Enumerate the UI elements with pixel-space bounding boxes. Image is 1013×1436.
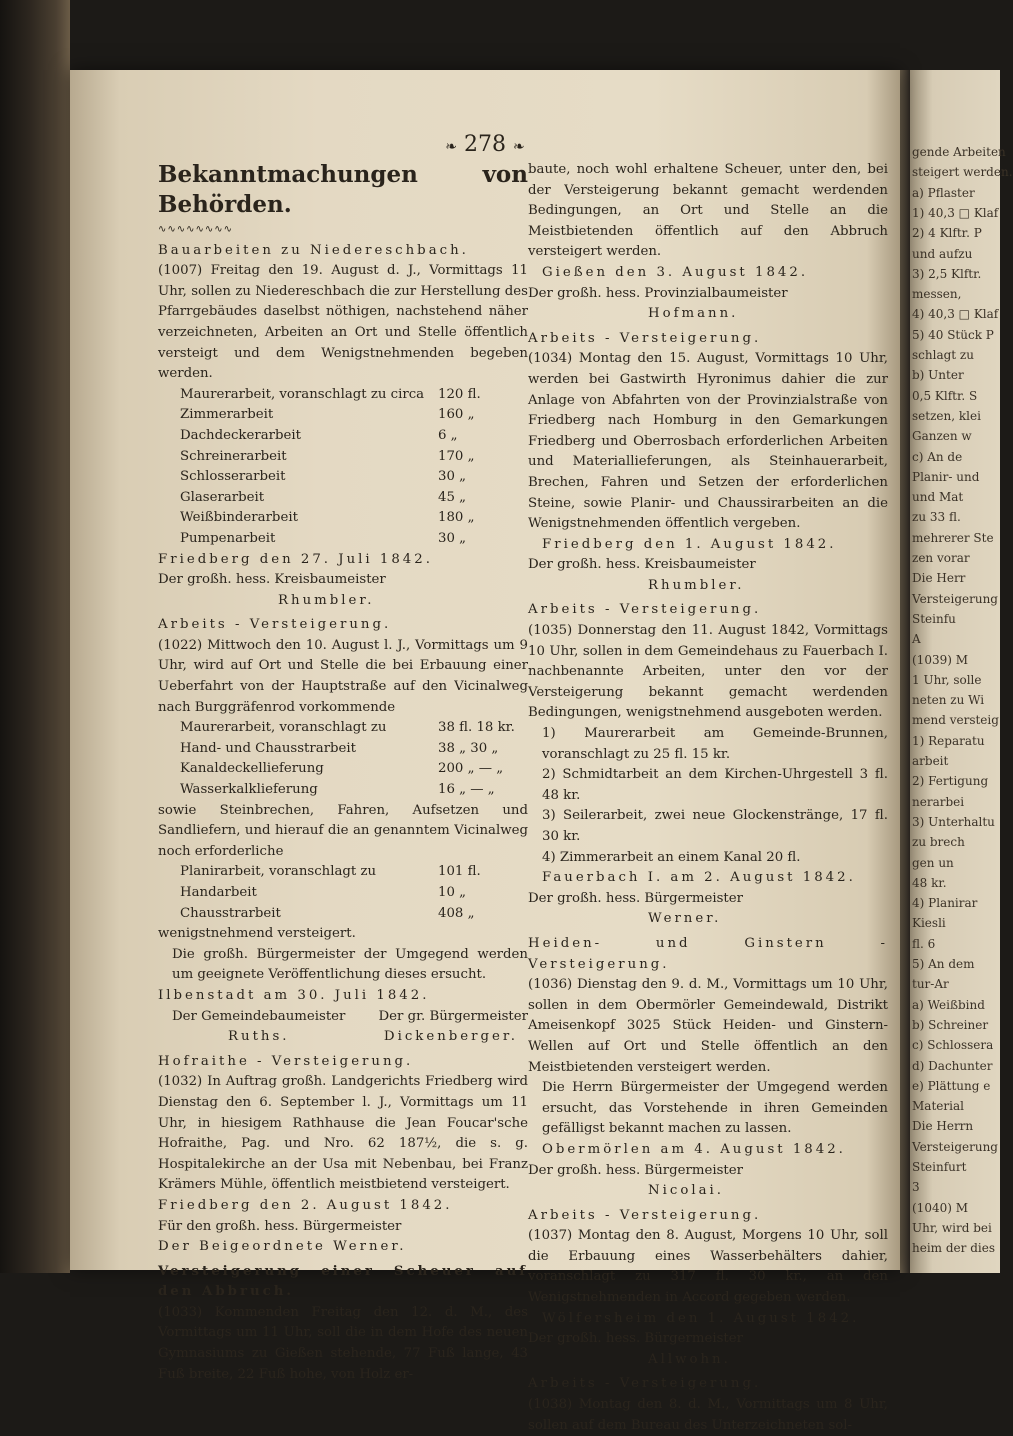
ornament-left-icon: ❧: [445, 139, 457, 155]
cost-item-amount: 160 „: [438, 407, 475, 423]
page-number-text: 278: [464, 132, 506, 157]
notice-1036-title: Heiden- und Ginstern - Versteigerung.: [528, 935, 888, 972]
next-page-fragment: Die Herr: [912, 571, 966, 586]
notice-1034-place: Friedberg den 1. August 1842.: [542, 536, 837, 552]
cost-item-label: Glaserarbeit: [180, 489, 265, 505]
cost-item-row: [158, 467, 528, 488]
next-page-fragment: Ganzen w: [912, 429, 972, 444]
notice-1036-signature: Nicolai.: [648, 1183, 724, 1199]
next-page-fragment: Steinfurt: [912, 1160, 967, 1174]
notice-1007-place: Friedberg den 27. Juli 1842.: [158, 551, 433, 567]
notice-1034-signature: Rhumbler.: [648, 577, 745, 593]
heading-ornament-icon: ∿∿∿∿∿∿∿∿: [158, 224, 234, 235]
notice-1036-authority: Der großh. hess. Bürgermeister: [528, 1162, 743, 1178]
notice-1034-title: Arbeits - Versteigerung.: [528, 330, 762, 346]
notice-1007-title: Bauarbeiten zu Niedereschbach.: [158, 242, 469, 258]
next-page-edge: [910, 70, 1013, 1273]
left-column: [158, 160, 528, 1385]
next-page-fragment: 48 kr.: [912, 875, 947, 890]
notice-1007-text: (1007) Freitag den 19. August d. J., Vormittags 11 Uhr, sollen zu Niedereschbach die zur Herstellung des Pfarrgebäudes daselbst nöthigen, nachstehend näher verzeichneten, Arbeiten an Ort und Stelle öffentlich versteigt und dem Wenigstnehmenden begeben werden.: [158, 263, 528, 382]
next-page-fragment: und aufzu: [912, 246, 973, 261]
notice-1034-authority: Der großh. hess. Kreisbaumeister: [528, 557, 756, 573]
cost-item-row: [158, 759, 528, 780]
cost-item-label: Dachdeckerarbeit: [180, 427, 301, 443]
next-page-fragment: zu brech: [912, 835, 965, 850]
next-page-fragment: b) Schreiner: [912, 1017, 989, 1032]
cost-item-amount: 200 „ — „: [438, 761, 504, 777]
notice-1033-signature: Hofmann.: [648, 306, 739, 322]
notice-1022-title: Arbeits - Versteigerung.: [158, 617, 392, 633]
cost-item-amount: 120 fl.: [438, 386, 481, 402]
notice-1037-title: Arbeits - Versteigerung.: [528, 1207, 762, 1223]
next-page-fragment: 1) Reparatu: [912, 733, 985, 748]
next-page-fragment: Kiesli: [912, 916, 946, 931]
cost-item-row: [158, 883, 528, 904]
cost-item-row: [158, 508, 528, 529]
notice-1035-title: Arbeits - Versteigerung.: [528, 602, 762, 618]
cost-item-amount: 38 „ 30 „: [438, 740, 499, 756]
cost-item-label: Planirarbeit, voranschlagt zu: [180, 864, 377, 880]
cost-item-label: Maurerarbeit, voranschlagt zu circa: [180, 386, 425, 402]
cost-item-amount: 16 „ — „: [438, 782, 495, 798]
next-page-fragment: gende Arbeiten: [912, 145, 1006, 159]
numbered-work-item: 2) Schmidtarbeit an dem Kirchen-Uhrgestell 3 fl. 48 kr.: [542, 767, 888, 803]
next-page-fragment: zen vorar: [912, 551, 970, 565]
next-page-fragment: tur-Ar: [912, 977, 949, 992]
cost-item-label: Chausstrarbeit: [180, 905, 281, 921]
cost-item-row: [158, 529, 528, 550]
next-page-fragment: heim der dies: [912, 1241, 995, 1256]
next-page-fragment: (1040) M: [912, 1200, 969, 1215]
cost-item-amount: 38 fl. 18 kr.: [438, 720, 515, 736]
notice-1032-text: (1032) In Auftrag großh. Landgerichts Friedberg wird Dienstag den 6. September l. J., Vormittags um 11 Uhr, in hiesigem Rathhause die Jean Foucar'sche Hofraithe, Pag. und Nro. 62 187½, die s. g. Hospitalekirche an der Usa mit Nebenbau, bei Franz Krämers Mühle, öffentlich meistbietend versteigert.: [158, 1074, 528, 1193]
next-page-fragment: a) Pflaster: [912, 185, 975, 200]
next-page-fragment: Versteigerung: [912, 591, 998, 606]
notice-1037-text: (1037) Montag den 8. August, Morgens 10 Uhr, soll die Erbauung eines Wasserbehälters dahier, voranschlagt zu 317 fl. 30 kr., an den Wenigstnehmenden in Accord gegeben werden.: [528, 1228, 888, 1306]
next-page-fragment: e) Plättung e: [912, 1078, 991, 1093]
next-page-fragment: c) An de: [912, 449, 963, 464]
signature-left-name: Ruths.: [228, 1029, 290, 1045]
notice-1032-title: Hofraithe - Versteigerung.: [158, 1053, 414, 1069]
cost-item-amount: 30 „: [438, 530, 467, 546]
next-page-fragment: b) Unter: [912, 368, 964, 383]
next-page-fragment: 1 Uhr, solle: [912, 672, 982, 687]
next-page-fragment: Planir- und: [912, 469, 980, 484]
notice-1033-title: Versteigerung einer Scheuer auf den Abbruch.: [158, 1263, 528, 1300]
numbered-work-item: 4) Zimmerarbeit an einem Kanal 20 fl.: [542, 849, 801, 865]
cost-item-row: [158, 862, 528, 883]
notice-1022-items: [158, 718, 528, 800]
cost-item-row: [158, 739, 528, 760]
cost-item-row: [158, 447, 528, 468]
notice-1032-place: Friedberg den 2. August 1842.: [158, 1197, 453, 1213]
cost-item-row: [158, 405, 528, 426]
numbered-work-item: 3) Seilerarbeit, zwei neue Glockenstränge, 17 fl. 30 kr.: [542, 808, 888, 844]
cost-item-amount: 180 „: [438, 510, 475, 526]
notice-1033-place: Gießen den 3. August 1842.: [542, 264, 809, 280]
notice-1022-text3: wenigstnehmend versteigert.: [158, 926, 356, 942]
page-gutter: [900, 70, 910, 1273]
notice-1033-authority: Der großh. hess. Provinzialbaumeister: [528, 285, 788, 301]
cost-item-amount: 408 „: [438, 905, 475, 921]
next-page-fragment: zu 33 fl.: [912, 510, 961, 525]
page-number: [70, 132, 900, 157]
signature-right-title: Der gr. Bürgermeister: [378, 1008, 528, 1024]
next-page-fragment: 5) An dem: [912, 957, 975, 971]
cost-item-label: Kanaldeckellieferung: [180, 761, 324, 777]
notice-1035-items: [528, 724, 888, 868]
notice-1022-signatures: [158, 1007, 528, 1028]
signature-left-title: Der Gemeindebaumeister: [172, 1008, 346, 1024]
right-column: [528, 160, 888, 1436]
next-page-fragment: fl. 6: [912, 936, 936, 951]
notice-1033-continued: baute, noch wohl erhaltene Scheuer, unter den, bei der Versteigerung bekannt gemacht werdenden Bedingungen, an Ort und Stelle an die Meistbietenden öffentlich auf den Abbruch versteigert werden.: [528, 162, 888, 260]
next-page-fragment: neten zu Wi: [912, 693, 985, 708]
notice-1022-items2: [158, 862, 528, 924]
ornament-right-icon: ❧: [513, 139, 525, 155]
notice-1037-place: Wölfersheim den 1. August 1842.: [542, 1310, 860, 1326]
next-page-fragment: gen un: [912, 855, 954, 870]
next-page-fragment: Die Herrn: [912, 1119, 974, 1134]
next-page-fragment: Steinfu: [912, 611, 956, 626]
next-page-fragment: A: [912, 632, 921, 647]
next-page-fragment: 1) 40,3 □ Klaf: [912, 205, 999, 220]
next-page-fragment: 2) 4 Klftr. P: [912, 226, 982, 241]
notice-1032-authority: Für den großh. hess. Bürgermeister: [158, 1218, 402, 1234]
notice-1022-text4: Die großh. Bürgermeister der Umgegend werden um geeignete Veröffentlichung dieses ersucht.: [172, 946, 528, 983]
notice-1032-signature: Der Beigeordnete Werner.: [158, 1239, 407, 1255]
notice-1038-text: (1038) Montag den 8. d. M., Vormittags um 8 Uhr, sollen auf dem Bureau des Unterzeichneten sol-: [528, 1397, 888, 1433]
notice-1036-text2: Die Herrn Bürgermeister der Umgegend werden ersucht, das Vorstehende in ihren Gemeinden gefälligst bekannt machen zu lassen.: [542, 1080, 888, 1137]
next-page-fragment: d) Dachunter: [912, 1058, 993, 1073]
cost-item-label: Zimmerarbeit: [180, 407, 274, 423]
cost-item-row: [158, 904, 528, 925]
notice-1022-text: (1022) Mittwoch den 10. August l. J., Vormittags um 9 Uhr, wird auf Ort und Stelle die bei Erbauung einer Ueberfahrt von der Hauptstraße auf den Vicinalweg nach Burggräfenrod vorkommende: [158, 637, 528, 715]
notice-1007-signature: Rhumbler.: [278, 592, 375, 608]
cost-item-label: Weißbinderarbeit: [180, 510, 298, 526]
book-page: [70, 70, 900, 1433]
next-page-fragment: Material: [912, 1099, 964, 1114]
next-page-fragment: 4) 40,3 □ Klaf: [912, 307, 999, 322]
notice-1007-items: [158, 385, 528, 550]
next-page-fragment: a) Weißbind: [912, 997, 985, 1012]
next-page-fragment: schlagt zu: [912, 348, 974, 362]
next-page-fragment: 5) 40 Stück P: [912, 327, 994, 342]
notice-1033-text: (1033) Kommenden Freitag den 12. d. M., des Vormittags um 11 Uhr, soll die in dem Hofe des neuen Gymnasiums zu Gießen stehende, 77 Fuß lange, 43 Fuß breite, 22 Fuß hohe, von Holz er-: [158, 1304, 528, 1382]
next-page-fragment: c) Schlossera: [912, 1038, 994, 1053]
cost-item-amount: 101 fl.: [438, 864, 481, 880]
next-page-fragment: 3: [912, 1180, 920, 1195]
notice-1022-place: Ilbenstadt am 30. Juli 1842.: [158, 987, 430, 1003]
next-page-fragment: und Mat: [912, 490, 964, 505]
cost-item-amount: 30 „: [438, 469, 467, 485]
cost-item-row: [158, 718, 528, 739]
next-page-fragment: 4) Planirar: [912, 896, 978, 911]
next-page-fragment: nerarbei: [912, 794, 965, 809]
section-heading: Bekanntmachungen von Behörden.: [158, 161, 528, 218]
next-page-fragment: mend versteig: [912, 713, 999, 728]
notice-1035-text: (1035) Donnerstag den 11. August 1842, Vormittags 10 Uhr, sollen in dem Gemeindehaus zu Fauerbach I. nachbenannte Arbeiten, unter den vor der Versteigerung bekannt gemacht werdenden Bedingungen, wenigstnehmend ausgeboten werden.: [528, 623, 888, 721]
next-page-fragment: Uhr, wird bei: [912, 1220, 992, 1235]
cost-item-label: Handarbeit: [180, 885, 257, 900]
cost-item-amount: 45 „: [438, 489, 467, 505]
notice-1036-place: Obermörlen am 4. August 1842.: [542, 1141, 846, 1157]
book-spine: [0, 0, 70, 1273]
numbered-work-item: 1) Maurerarbeit am Gemeinde-Brunnen, voranschlagt zu 25 fl. 15 kr.: [542, 726, 888, 762]
cost-item-row: [158, 426, 528, 447]
signature-right-name: Dickenberger.: [383, 1029, 518, 1045]
notice-1035-signature: Werner.: [648, 911, 722, 927]
cost-item-label: Schreinerarbeit: [180, 448, 287, 464]
notice-1007-authority: Der großh. hess. Kreisbaumeister: [158, 572, 386, 588]
next-page-fragment: 3) Unterhaltu: [912, 814, 995, 829]
next-page-fragment: setzen, klei: [912, 408, 981, 423]
cost-item-label: Hand- und Chausstrarbeit: [180, 740, 357, 756]
notice-1035-authority: Der großh. hess. Bürgermeister: [528, 890, 743, 906]
cost-item-row: [158, 780, 528, 801]
cost-item-amount: 10 „: [438, 885, 467, 900]
notice-1035-place: Fauerbach I. am 2. August 1842.: [542, 870, 856, 886]
next-page-fragment: mehrerer Ste: [912, 530, 994, 545]
cost-item-label: Pumpenarbeit: [180, 530, 276, 546]
cost-item-row: [158, 488, 528, 509]
cost-item-amount: 170 „: [438, 448, 475, 464]
notice-1034-text: (1034) Montag den 15. August, Vormittags 10 Uhr, werden bei Gastwirth Hyronimus dahier die zur Anlage von Abfahrten von der Provinzialstraße von Friedberg nach Homburg in den Gemarkungen Friedberg und Oberrosbach erforderlichen Arbeiten und Materiallieferungen, als Steinhauerarbeit, Brechen, Fahren und Setzen der erforderlichen Steine, sowie Planir- und Chaussirarbeiten an die Wenigstnehmenden öffentlich vergeben.: [528, 351, 888, 532]
next-page-fragment: 0,5 Klftr. S: [912, 388, 978, 403]
next-page-fragment: messen,: [912, 287, 962, 302]
next-page-fragment: steigert werden.: [912, 165, 1013, 180]
cost-item-row: [158, 385, 528, 406]
cost-item-label: Wasserkalklieferung: [180, 782, 318, 798]
notice-1022-text2: sowie Steinbrechen, Fahren, Aufsetzen und Sandliefern, und hierauf die an genanntem Vicinalweg noch erforderliche: [158, 802, 528, 859]
next-page-fragment: 2) Fertigung: [912, 774, 989, 789]
cost-item-label: Schlosserarbeit: [180, 469, 286, 485]
cost-item-label: Maurerarbeit, voranschlagt zu: [180, 720, 387, 736]
next-page-fragment: Versteigerung: [912, 1139, 998, 1154]
next-page-fragment: 3) 2,5 Klftr.: [912, 266, 982, 281]
notice-1038-title: Arbeits - Versteigerung.: [528, 1376, 762, 1392]
next-page-fragment: (1039) M: [912, 652, 969, 667]
next-page-fragment: arbeit: [912, 754, 949, 768]
notice-1037-authority: Der großh. hess. Bürgermeister: [528, 1331, 743, 1347]
notice-1036-text: (1036) Dienstag den 9. d. M., Vormittags um 10 Uhr, sollen in dem Obermörler Gemeindewald, Distrikt Ameisenkopf 3025 Stück Heiden- und Ginstern-Wellen auf Ort und Stelle öffentlich an den Meistbietenden versteigert werden.: [528, 977, 888, 1075]
notice-1022-signature-names: [158, 1027, 528, 1048]
cost-item-amount: 6 „: [438, 427, 458, 443]
notice-1037-signature: Allwohn.: [648, 1351, 731, 1367]
